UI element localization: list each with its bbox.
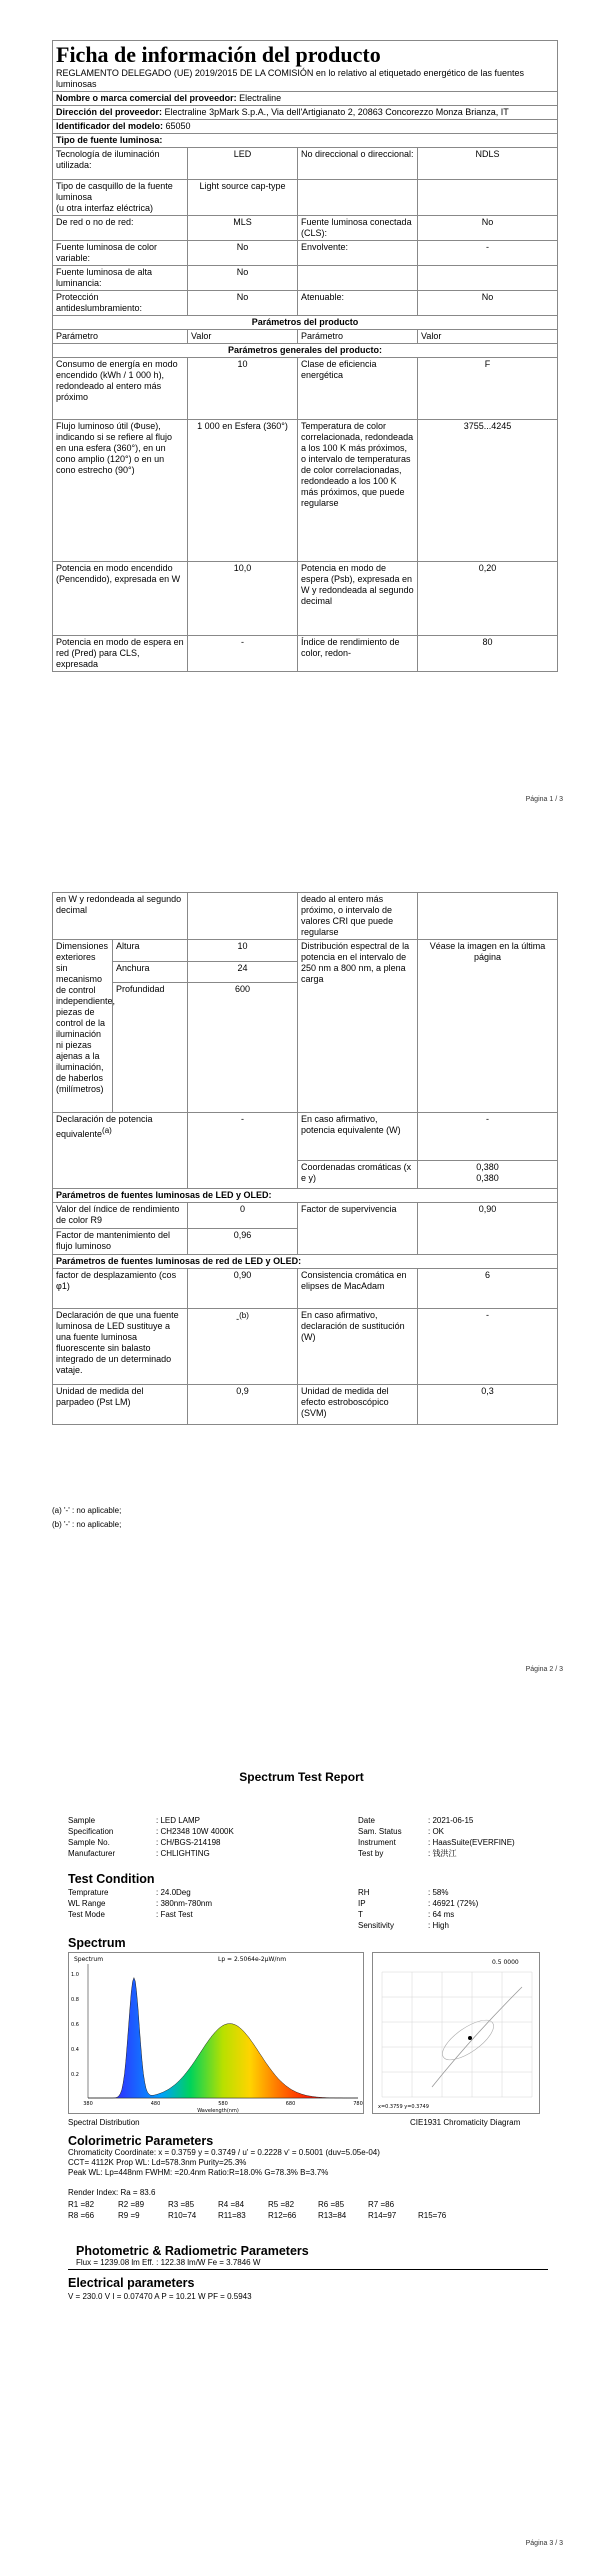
maint-value: 0,96 [188, 1229, 298, 1255]
chroma-value: 0,380 0,380 [418, 1161, 558, 1189]
render-index-cell: R6 =85 [318, 2200, 345, 2209]
hlum-label: Fuente luminosa de alta luminancia: [53, 266, 188, 291]
electrical-title: Electrical parameters [68, 2276, 195, 2290]
sample-info-cell: Sample No. [68, 1838, 110, 1847]
macadam-label: Consistencia cromática en elipses de MacAdam [298, 1269, 418, 1309]
surv-value: 0,90 [418, 1203, 558, 1255]
sample-info-cell: : CH2348 10W 4000K [156, 1827, 234, 1836]
cct-label: Temperatura de color correlacionada, redondeada a los 100 K más próximos, o intervalo de temperaturas de color correlacionadas, redondeado a los 100 K más próximos, que puede regularse [298, 420, 418, 562]
col-value-1: Valor [188, 330, 298, 344]
mains-header: Parámetros de fuentes luminosas de red de LED y OLED: [53, 1255, 558, 1269]
cont-left: en W y redondeada al segundo decimal [53, 893, 188, 940]
sample-info-cell: Instrument [358, 1838, 396, 1847]
spectrum-chart [68, 1952, 364, 2114]
strobo-value: 0,3 [418, 1385, 558, 1425]
sample-info-cell: Sam. Status [358, 1827, 402, 1836]
width-value: 24 [188, 961, 298, 983]
replace-label: Declaración de que una fuente luminosa de LED sustituye a una fuente luminosa fluorescente sin balasto integrado de un determinado vataje. [53, 1309, 188, 1385]
spd-value: Véase la imagen en la última página [418, 940, 558, 1113]
cri-label: Índice de rendimiento de color, redon- [298, 636, 418, 672]
sample-info-cell: : 钱洪江 [428, 1849, 457, 1858]
cie-frame [373, 1953, 540, 2114]
sample-info-cell: Test by [358, 1849, 384, 1858]
render-index-cell: R1 =82 [68, 2200, 95, 2209]
sample-info-cell: Date [358, 1816, 375, 1825]
colorimetric-line: Peak WL: Lp=448nm FWHM: =20.4nm Ratio:R=18.0% G=78.3% B=3.7% [68, 2168, 329, 2177]
spectrum-x-axis-label: Wavelength(nm) [197, 2108, 239, 2114]
spectrum-x-tick: 580 [218, 2101, 228, 2107]
section-divider [68, 2269, 548, 2270]
colorimetric-line: CCT= 4112K Prop WL: Ld=578.3nm Purity=25.3% [68, 2158, 247, 2167]
product-info-table [52, 40, 558, 672]
cap-label: Tipo de casquillo de la fuente luminosa (u otra interfaz eléctrica) [53, 180, 188, 216]
render-index-cell: R12=66 [268, 2211, 297, 2220]
cosphi-label: factor de desplazamiento (cos φ1) [53, 1269, 188, 1309]
test-condition-cell: : 46921 (72%) [428, 1899, 479, 1908]
test-condition-cell: IP [358, 1899, 366, 1908]
eqpow2-label: En caso afirmativo, potencia equivalente (W) [298, 1113, 418, 1161]
page-3 [0, 1740, 603, 2560]
pnet-value: - [188, 636, 298, 672]
render-index-cell: R11=83 [218, 2211, 246, 2220]
spectrum-y-tick: 0.4 [71, 2047, 79, 2053]
cie-point-label: x=0.3759 y=0.3749 [378, 2104, 429, 2110]
spectrum-y-tick: 0.6 [71, 2022, 79, 2028]
eclass-label: Clase de eficiencia energética [298, 358, 418, 420]
spectrum-y-tick: 0.8 [71, 1997, 79, 2003]
page-number: Página 3 / 3 [525, 2540, 563, 2547]
cie-corner-label: 0.5 0000 [492, 1959, 519, 1966]
cie-diagram [372, 1952, 540, 2114]
sample-info-cell: : CHLIGHTING [156, 1849, 210, 1858]
test-condition-cell: WL Range [68, 1899, 106, 1908]
cap-value: Light source cap-type [188, 180, 298, 216]
cie-caption: CIE1931 Chromaticity Diagram [410, 2118, 521, 2127]
chromaticity-point [468, 2036, 472, 2040]
spectrum-x-tick: 680 [285, 2101, 296, 2107]
energy-label: Consumo de energía en modo encendido (kWh / 1 000 h), redondeado al entero más próximo [53, 358, 188, 420]
psb-value: 0,20 [418, 562, 558, 636]
nodir-value: NDLS [418, 148, 558, 180]
test-condition-cell: : 58% [428, 1888, 449, 1897]
mains-label: De red o no de red: [53, 216, 188, 241]
flicker-label: Unidad de medida del parpadeo (Pst LM) [53, 1385, 188, 1425]
eqpow-value: - [188, 1113, 298, 1189]
model-row: Identificador del modelo: 65050 [53, 120, 558, 134]
height-label: Altura [113, 940, 188, 962]
dims-label: Dimensiones exteriores sin mecanismo de control independiente, piezas de control de la iluminación ni piezas ajenas a la iluminación, de haberlos (milímetros) [53, 940, 113, 1113]
replace2-value: - [418, 1309, 558, 1385]
spectrum-y-tick: 0.2 [71, 2072, 79, 2078]
col-value-2: Valor [418, 330, 558, 344]
render-index-title: Render Index: Ra = 83.6 [68, 2188, 156, 2197]
cont-right: deado al entero más próximo, o intervalo de valores CRI que puede regularse [298, 893, 418, 940]
render-index-cell: R7 =86 [368, 2200, 395, 2209]
flux-label: Flujo luminoso útil (Φuse), indicando si se refiere al flujo en una esfera (360°), en un cono amplio (120°) o en un cono estrecho (90°) [53, 420, 188, 562]
render-index-cell: R4 =84 [218, 2200, 245, 2209]
render-index-cell: R5 =82 [268, 2200, 295, 2209]
sheet-title: Ficha de información del producto [56, 42, 381, 67]
sample-info-cell: : CH/BGS-214198 [156, 1838, 221, 1847]
test-condition-cell: RH [358, 1888, 370, 1897]
supplier-row: Nombre o marca comercial del proveedor: Electraline [53, 92, 558, 106]
sample-info-cell: Sample [68, 1816, 96, 1825]
test-condition-cell: : 64 ms [428, 1910, 455, 1919]
regulation-text: REGLAMENTO DELEGADO (UE) 2019/2015 DE LA COMISIÓN en lo relativo al etiquetado energético de las fuentes luminosas [56, 68, 525, 89]
render-index-cell: R2 =89 [118, 2200, 145, 2209]
address-row: Dirección del proveedor: Electraline 3pMark S.p.A., Via dell'Artigianato 2, 20863 Concorezzo Monza Brianza, IT [53, 106, 558, 120]
render-index-cell: R10=74 [168, 2211, 197, 2220]
spectrum-inner-info: Lp = 2.5064e-2µW/nm [218, 1956, 287, 1963]
test-condition-cell: : 24.0Deg [156, 1888, 191, 1897]
spectrum-x-tick: 480 [150, 2101, 161, 2107]
test-condition-cell: : High [428, 1921, 449, 1930]
maint-label: Factor de mantenimiento del flujo luminoso [53, 1229, 188, 1255]
macadam-value: 6 [418, 1269, 558, 1309]
page-2 [0, 880, 603, 1680]
spd-label: Distribución espectral de la potencia en el intervalo de 250 nm a 800 nm, a plena carga [298, 940, 418, 1113]
led-header: Parámetros de fuentes luminosas de LED y OLED: [53, 1189, 558, 1203]
sheet-header [53, 41, 558, 92]
envelope-label: Envolvente: [298, 241, 418, 266]
test-condition-cell: : 380nm-780nm [156, 1899, 213, 1908]
params-header: Parámetros del producto [53, 316, 558, 330]
pon-label: Potencia en modo encendido (Pencendido), expresada en W [53, 562, 188, 636]
cri-value: 80 [418, 636, 558, 672]
render-index-cell: R3 =85 [168, 2200, 195, 2209]
test-condition-title: Test Condition [68, 1872, 155, 1886]
photometric-line: Flux = 1239.08 lm Eff. : 122.38 lm/W Fe = 3.7846 W [76, 2258, 261, 2267]
spectral-caption: Spectral Distribution [68, 2118, 140, 2127]
cosphi-value: 0,90 [188, 1269, 298, 1309]
width-label: Anchura [113, 961, 188, 983]
col-param-2: Parámetro [298, 330, 418, 344]
nodir-label: No direccional o direccional: [298, 148, 418, 180]
mains-value: MLS [188, 216, 298, 241]
render-index-cell: R14=97 [368, 2211, 397, 2220]
render-index-cell: R9 =9 [118, 2211, 140, 2220]
sample-info-cell: : OK [428, 1827, 445, 1836]
test-condition-cell: Sensitivity [358, 1921, 395, 1930]
col-param-1: Parámetro [53, 330, 188, 344]
tech-value: LED [188, 148, 298, 180]
type-header: Tipo de fuente luminosa: [53, 134, 558, 148]
electrical-line: V = 230.0 V I = 0.07470 A P = 10.21 W PF = 0.5943 [68, 2292, 252, 2301]
footnotes [52, 1504, 121, 1532]
glare-label: Protección antideslumbramiento: [53, 291, 188, 316]
height-value: 10 [188, 940, 298, 962]
sample-info-cell: : LED LAMP [156, 1816, 201, 1825]
page-1 [0, 0, 603, 830]
replace2-label: En caso afirmativo, declaración de sustitución (W) [298, 1309, 418, 1385]
strobo-label: Unidad de medida del efecto estroboscópico (SVM) [298, 1385, 418, 1425]
test-condition-cell: : Fast Test [156, 1910, 193, 1919]
report-title: Spectrum Test Report [239, 1770, 364, 1784]
photometric-title: Photometric & Radiometric Parameters [76, 2244, 309, 2258]
product-info-table-cont [52, 892, 558, 1425]
footnote-a: (a) '-' : no aplicable; [52, 1506, 122, 1515]
pon-value: 10,0 [188, 562, 298, 636]
connected-label: Fuente luminosa conectada (CLS): [298, 216, 418, 241]
r9-value: 0 [188, 1203, 298, 1229]
eqpow2-value: - [418, 1113, 558, 1161]
chroma-label: Coordenadas cromáticas (x e y) [298, 1161, 418, 1189]
pnet-label: Potencia en modo de espera en red (Pred) para CLS, expresada [53, 636, 188, 672]
page-number: Página 1 / 3 [525, 796, 563, 803]
colorimetric-title: Colorimetric Parameters [68, 2134, 214, 2148]
eqpow-label: Declaración de potencia equivalente$^{(a)}$ [53, 1113, 188, 1189]
render-index-cell: R8 =66 [68, 2211, 95, 2220]
cct-value: 3755...4245 [418, 420, 558, 562]
page-number: Página 2 / 3 [525, 1666, 563, 1673]
replace-value: -$^{(b)}$ [188, 1309, 298, 1385]
eclass-value: F [418, 358, 558, 420]
psb-label: Potencia en modo de espera (Psb), expresada en W y redondeada al segundo decimal [298, 562, 418, 636]
spectrum-x-tick: 780 [353, 2101, 363, 2107]
depth-label: Profundidad [113, 983, 188, 1113]
spectrum-y-tick: 1.0 [71, 1972, 79, 1978]
depth-value: 600 [188, 983, 298, 1113]
spectrum-title: Spectrum [68, 1936, 126, 1950]
sample-info-cell: : HaasSuite(EVERFINE) [428, 1838, 515, 1847]
colour-label: Fuente luminosa de color variable: [53, 241, 188, 266]
sample-info-cell: Specification [68, 1827, 114, 1836]
envelope-value: - [418, 241, 558, 266]
tech-label: Tecnología de iluminación utilizada: [53, 148, 188, 180]
glare-value: No [188, 291, 298, 316]
energy-value: 10 [188, 358, 298, 420]
sample-info-cell: Manufacturer [68, 1849, 116, 1858]
spectrum-x-tick: 380 [83, 2101, 93, 2107]
render-index-cell: R15=76 [418, 2211, 447, 2220]
general-header: Parámetros generales del producto: [53, 344, 558, 358]
colorimetric-line: Chromaticity Coordinate: x = 0.3759 y = 0.3749 / u' = 0.2228 v' = 0.5001 (duv=5.05e-04) [68, 2148, 380, 2157]
connected-value: No [418, 216, 558, 241]
test-condition-cell: Test Mode [68, 1910, 105, 1919]
footnote-b: (b) '-' : no aplicable; [52, 1520, 122, 1529]
spectrum-report [0, 1740, 603, 2560]
test-condition-cell: T [358, 1910, 363, 1919]
dim-label: Atenuable: [298, 291, 418, 316]
test-condition-cell: Temprature [68, 1888, 109, 1897]
flux-value: 1 000 en Esfera (360°) [188, 420, 298, 562]
r9-label: Valor del índice de rendimiento de color R9 [53, 1203, 188, 1229]
render-index-cell: R13=84 [318, 2211, 347, 2220]
dim-value: No [418, 291, 558, 316]
flicker-value: 0,9 [188, 1385, 298, 1425]
sample-info-cell: : 2021-06-15 [428, 1816, 474, 1825]
surv-label: Factor de supervivencia [298, 1203, 418, 1255]
colour-value: No [188, 241, 298, 266]
hlum-value: No [188, 266, 298, 291]
spectrum-inner-title: Spectrum [74, 1956, 104, 1963]
